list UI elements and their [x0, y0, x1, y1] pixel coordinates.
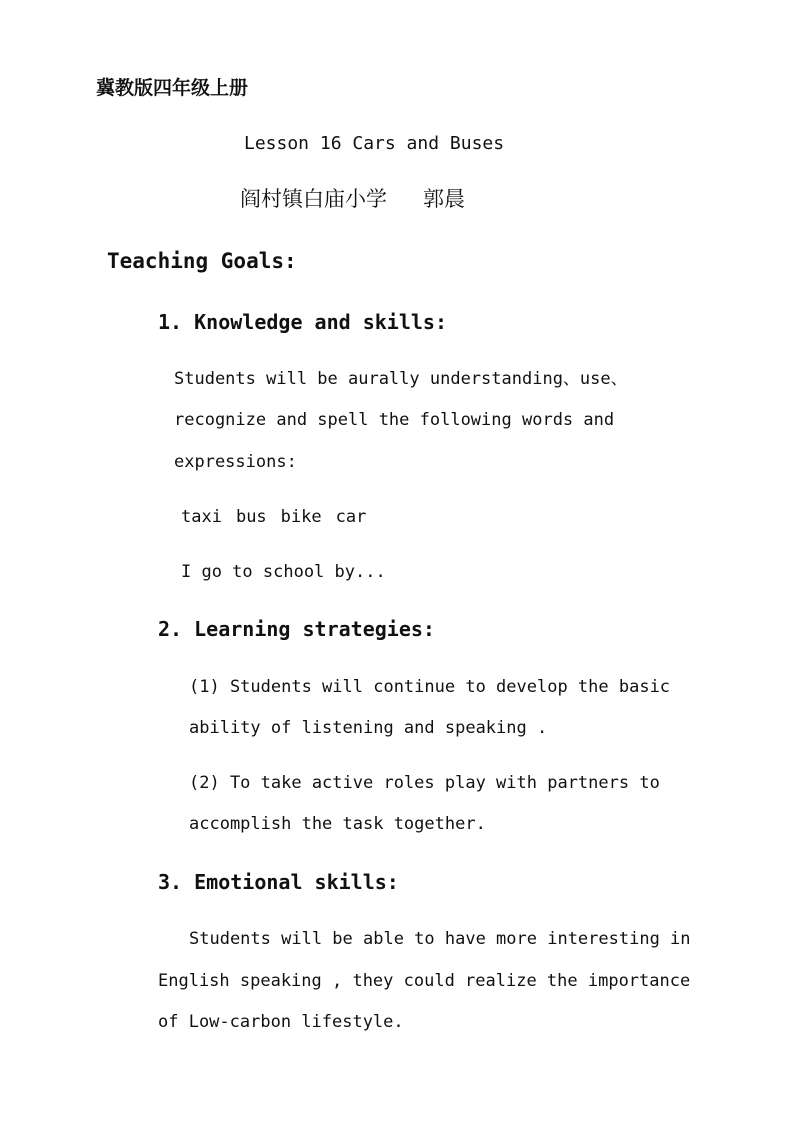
- vocabulary-word: bike: [280, 507, 322, 527]
- strategy-1-line-2: ability of listening and speaking .: [189, 718, 548, 738]
- teaching-goals-title: Teaching Goals:: [107, 249, 297, 273]
- knowledge-skills-heading: 1. Knowledge and skills:: [158, 310, 447, 334]
- strategy-1-line-1: (1) Students will continue to develop the basic: [189, 677, 671, 697]
- author-line: [240, 189, 465, 210]
- sentence-pattern: I go to school by...: [181, 562, 386, 582]
- vocabulary-word: car: [335, 507, 367, 527]
- teacher-name: 郭晨: [423, 187, 465, 211]
- emotional-line-2: English speaking , they could realize the importance: [158, 971, 691, 991]
- vocabulary-words: [181, 509, 380, 526]
- textbook-label: 冀教版四年级上册: [96, 77, 249, 99]
- emotional-skills-heading: 3. Emotional skills:: [158, 870, 399, 894]
- emotional-line-3: of Low-carbon lifestyle.: [158, 1012, 404, 1032]
- vocabulary-word: taxi: [181, 507, 222, 527]
- school-name: 阎村镇白庙小学: [240, 187, 387, 211]
- knowledge-line-1: Students will be aurally understanding、use、: [174, 369, 628, 389]
- learning-strategies-heading: 2. Learning strategies:: [158, 617, 435, 641]
- vocabulary-word: bus: [235, 507, 267, 527]
- strategy-2-line-2: accomplish the task together.: [189, 814, 486, 834]
- emotional-line-1: Students will be able to have more interesting in: [189, 929, 691, 949]
- lesson-title: Lesson 16 Cars and Buses: [244, 133, 505, 154]
- knowledge-line-2: recognize and spell the following words and: [174, 410, 615, 430]
- strategy-2-line-1: (2) To take active roles play with partners to: [189, 773, 660, 793]
- knowledge-line-3: expressions:: [174, 452, 297, 472]
